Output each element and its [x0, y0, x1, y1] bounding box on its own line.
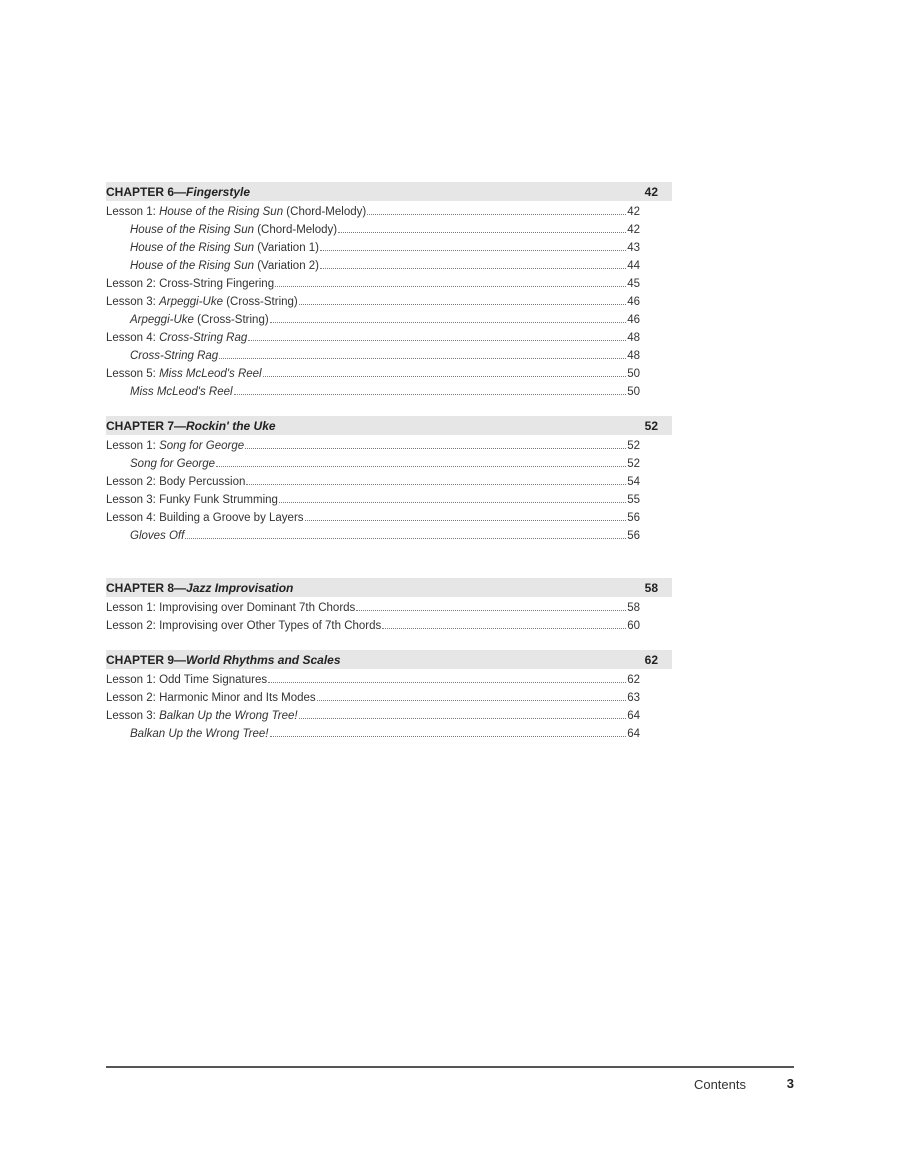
entry-title [130, 242, 319, 255]
chapter-label: CHAPTER 9— [106, 652, 187, 667]
dot-leader [185, 538, 626, 539]
entry-title [130, 260, 319, 273]
section-gap [106, 543, 672, 578]
toc-subentry [106, 237, 640, 255]
entry-page-number: 62 [627, 674, 640, 686]
entry-title-part: Lesson 2: Body Percussion [106, 476, 246, 488]
chapter-subtitle: Jazz Improvisation [186, 580, 294, 595]
dot-leader [356, 610, 626, 611]
dot-leader [320, 250, 626, 251]
dot-leader [245, 448, 626, 449]
dot-leader [248, 340, 626, 341]
entry-title [106, 674, 267, 687]
entry-title [106, 476, 245, 489]
entry-title-part: House of the Rising Sun [130, 242, 255, 254]
dot-leader [317, 700, 627, 701]
entry-title-part: Lesson 1: [106, 206, 160, 218]
entry-title [130, 458, 215, 471]
entry-title-part: Arpeggi-Uke [159, 296, 223, 308]
footer-section-label: Contents [693, 1077, 746, 1092]
entry-page-number: 56 [627, 512, 640, 524]
entry-page-number: 55 [627, 494, 640, 506]
entry-title-part: Lesson 3: [106, 710, 160, 722]
entry-page-number: 44 [627, 260, 640, 272]
entry-title-part: Miss McLeod's Reel [159, 368, 262, 380]
entry-title-part: Lesson 2: Improvising over Other Types of 7th Chords [106, 620, 382, 632]
toc-subentry [106, 723, 640, 741]
entry-title [106, 710, 298, 723]
entry-title [106, 512, 304, 525]
toc-entry [106, 363, 640, 381]
entry-page-number: 43 [627, 242, 640, 254]
chapter-heading [106, 182, 672, 201]
entry-title-part: Cross-String Rag [130, 350, 219, 362]
chapter-subtitle: Rockin' the Uke [186, 418, 276, 433]
toc-entry [106, 327, 640, 345]
entry-title-part: Miss McLeod's Reel [130, 386, 233, 398]
entry-page-number: 48 [627, 350, 640, 362]
dot-leader [216, 466, 626, 467]
entry-title-part: Lesson 3: [106, 296, 160, 308]
toc-entry [106, 273, 640, 291]
entry-title-part: Lesson 1: Improvising over Dominant 7th Chords [106, 602, 356, 614]
entry-title-part: Cross-String Rag [159, 332, 248, 344]
entry-title-part: (Chord-Melody) [283, 206, 367, 218]
entry-title-part: Lesson 4: Building a Groove by Layers [106, 512, 304, 524]
entry-title-part: House of the Rising Sun [130, 224, 255, 236]
toc-subentry [106, 255, 640, 273]
entry-title-part: Song for George [159, 440, 245, 452]
entry-page-number: 45 [627, 278, 640, 290]
chapter-page-number: 52 [644, 418, 658, 433]
toc-entry [106, 471, 640, 489]
dot-leader [320, 268, 626, 269]
entry-title [106, 278, 274, 291]
entry-page-number: 42 [627, 206, 640, 218]
entry-page-number: 63 [627, 692, 640, 704]
chapter-page-number: 58 [644, 580, 658, 595]
toc-entry [106, 507, 640, 525]
entry-page-number: 52 [627, 440, 640, 452]
toc-subentry [106, 453, 640, 471]
entry-title-part: Balkan Up the Wrong Tree! [159, 710, 298, 722]
entry-title [106, 332, 247, 345]
entry-title [130, 386, 233, 399]
toc-entry [106, 489, 640, 507]
entry-title-part: (Cross-String) [223, 296, 298, 308]
entry-title-part: Lesson 1: [106, 440, 160, 452]
entry-title-part: Lesson 4: [106, 332, 160, 344]
chapter-heading [106, 416, 672, 435]
toc-subentry [106, 381, 640, 399]
dot-leader [338, 232, 626, 233]
entry-page-number: 64 [627, 710, 640, 722]
section-gap [106, 399, 672, 416]
entry-title [106, 692, 316, 705]
chapter-label: CHAPTER 8— [106, 580, 187, 595]
section-gap [106, 633, 672, 650]
dot-leader [299, 718, 627, 719]
entry-title-part: Arpeggi-Uke [130, 314, 194, 326]
entry-title-part: Gloves Off [130, 530, 185, 542]
dot-leader [270, 736, 627, 737]
entry-page-number: 54 [627, 476, 640, 488]
entry-title [106, 206, 366, 219]
entry-page-number: 50 [627, 386, 640, 398]
entry-title-part: (Variation 2) [254, 260, 320, 272]
entry-title [106, 620, 381, 633]
chapter-section [106, 182, 672, 399]
dot-leader [305, 520, 627, 521]
entry-title-part: Balkan Up the Wrong Tree! [130, 728, 269, 740]
chapter-subtitle: World Rhythms and Scales [186, 652, 341, 667]
dot-leader [275, 286, 626, 287]
table-of-contents [106, 182, 672, 741]
chapter-label: CHAPTER 7— [106, 418, 187, 433]
entry-title-part: Lesson 3: Funky Funk Strumming [106, 494, 278, 506]
entry-page-number: 42 [627, 224, 640, 236]
entry-title [106, 494, 278, 507]
toc-entry [106, 201, 640, 219]
entry-title-part: Lesson 5: [106, 368, 160, 380]
footer-rule [106, 1066, 794, 1068]
toc-entry [106, 435, 640, 453]
entry-title-part: Lesson 2: Cross-String Fingering [106, 278, 275, 290]
entry-page-number: 64 [627, 728, 640, 740]
toc-entry [106, 615, 640, 633]
entry-page-number: 48 [627, 332, 640, 344]
toc-subentry [106, 345, 640, 363]
entry-page-number: 50 [627, 368, 640, 380]
chapter-title [106, 185, 250, 199]
dot-leader [367, 214, 626, 215]
toc-entry [106, 291, 640, 309]
chapter-title [106, 419, 276, 433]
chapter-label: CHAPTER 6— [106, 184, 187, 199]
entry-title [130, 530, 184, 543]
dot-leader [270, 322, 627, 323]
entry-title [106, 296, 298, 309]
entry-title [130, 314, 269, 327]
chapter-section [106, 416, 672, 543]
toc-entry [106, 597, 640, 615]
chapter-title [106, 653, 341, 667]
chapter-page-number: 42 [644, 184, 658, 199]
chapter-page-number: 62 [644, 652, 658, 667]
entry-page-number: 52 [627, 458, 640, 470]
toc-entry [106, 705, 640, 723]
toc-subentry [106, 219, 640, 237]
chapter-heading [106, 578, 672, 597]
entry-title-part: (Cross-String) [193, 314, 269, 326]
toc-subentry [106, 525, 640, 543]
dot-leader [382, 628, 626, 629]
entry-page-number: 60 [627, 620, 640, 632]
chapter-heading [106, 650, 672, 669]
toc-entry [106, 687, 640, 705]
entry-page-number: 46 [627, 296, 640, 308]
entry-title [130, 350, 218, 363]
dot-leader [299, 304, 626, 305]
toc-subentry [106, 309, 640, 327]
dot-leader [246, 484, 626, 485]
chapter-subtitle: Fingerstyle [186, 184, 251, 199]
dot-leader [219, 358, 626, 359]
entry-title-part: House of the Rising Sun [159, 206, 284, 218]
entry-title [130, 728, 269, 741]
dot-leader [263, 376, 627, 377]
entry-title [106, 368, 262, 381]
chapter-title [106, 581, 293, 595]
toc-entry [106, 669, 640, 687]
entry-title [106, 602, 355, 615]
entry-title [130, 224, 337, 237]
entry-title-part: Lesson 2: Harmonic Minor and Its Modes [106, 692, 316, 704]
entry-title-part: (Variation 1) [254, 242, 320, 254]
chapter-section [106, 650, 672, 741]
entry-title-part: House of the Rising Sun [130, 260, 255, 272]
chapter-section [106, 578, 672, 633]
entry-title-part: Lesson 1: Odd Time Signatures [106, 674, 268, 686]
entry-title-part: Song for George [130, 458, 216, 470]
dot-leader [279, 502, 626, 503]
entry-page-number: 46 [627, 314, 640, 326]
entry-title [106, 440, 244, 453]
entry-title-part: (Chord-Melody) [254, 224, 338, 236]
dot-leader [234, 394, 627, 395]
entry-page-number: 58 [627, 602, 640, 614]
footer-page-number: 3 [786, 1076, 794, 1091]
entry-page-number: 56 [627, 530, 640, 542]
dot-leader [268, 682, 626, 683]
